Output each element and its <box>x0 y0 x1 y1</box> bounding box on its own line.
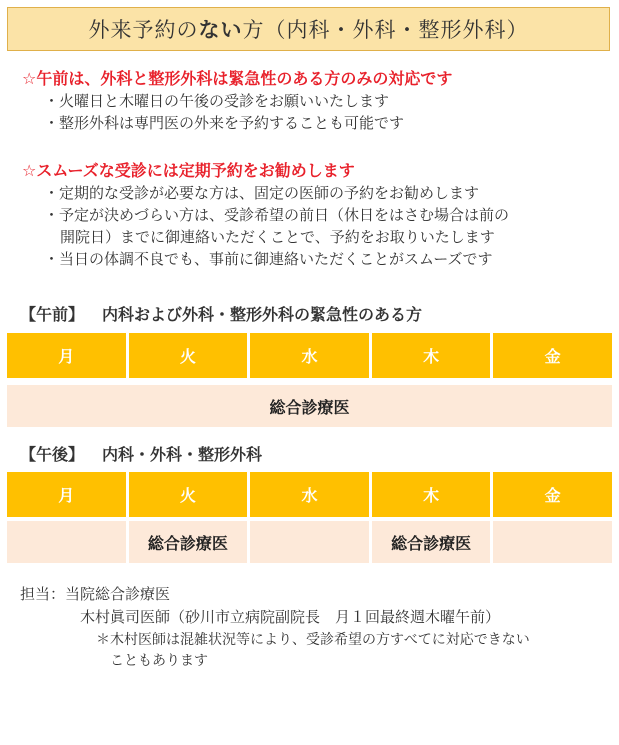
afternoon-cell-tue: 総合診療医 <box>129 521 248 563</box>
afternoon-desc: 内科・外科・整形外科 <box>102 445 263 464</box>
title-emphasis: ない <box>198 18 243 42</box>
afternoon-schedule-table <box>7 472 612 563</box>
afternoon-cell-mon <box>7 521 126 563</box>
afternoon-cell-thu: 総合診療医 <box>372 521 491 563</box>
morning-label <box>20 302 422 325</box>
appointment-recommend-section <box>22 160 617 270</box>
morning-notice-heading: ☆午前は、外科と整形外科は緊急性のある方のみの対応です <box>22 69 453 88</box>
afternoon-cell-wed <box>250 521 369 563</box>
title-suffix: 方（内科・外科・整形外科） <box>242 18 529 42</box>
afternoon-tag: 【午後】 <box>20 445 85 464</box>
day-header-fri: 金 <box>493 472 612 517</box>
morning-notice-section <box>22 68 617 134</box>
footer-staff-line: 担当：当院総合診療医 <box>20 585 171 603</box>
day-header-tue: 火 <box>129 333 248 378</box>
footer-doctor-line: 木村眞司医師（砂川市立病院副院長 月１回最終週木曜午前） <box>80 608 501 626</box>
day-header-thu: 木 <box>372 333 491 378</box>
afternoon-label <box>20 442 262 465</box>
morning-notice-bullet: ・整形外科は専門医の外来を予約することも可能です <box>44 114 405 132</box>
morning-schedule-table <box>7 333 612 427</box>
title-prefix: 外来予約の <box>88 18 199 42</box>
morning-desc: 内科および外科・整形外科の緊急性のある方 <box>102 305 423 324</box>
day-header-thu: 木 <box>372 472 491 517</box>
appointment-recommend-bullet: ・定期的な受診が必要な方は、固定の医師の予約をお勧めします <box>44 184 480 202</box>
morning-doctor-cell: 総合診療医 <box>7 385 612 427</box>
day-header-tue: 火 <box>129 472 248 517</box>
day-header-mon: 月 <box>7 472 126 517</box>
footer-note-line: ＊木村医師は混雑状況等により、受診希望の方すべてに対応できない <box>96 632 530 648</box>
appointment-recommend-bullet: 開院日）までに御連絡いただくことで、予約をお取りいたします <box>60 228 495 246</box>
appointment-recommend-heading: ☆スムーズな受診には定期予約をお勧めします <box>22 161 355 180</box>
morning-tag: 【午前】 <box>20 305 85 324</box>
appointment-recommend-bullet: ・当日の体調不良でも、事前に御連絡いただくことがスムーズです <box>44 250 493 268</box>
day-header-mon: 月 <box>7 333 126 378</box>
day-header-fri: 金 <box>493 333 612 378</box>
appointment-recommend-bullet: ・予定が決めづらい方は、受診希望の前日（休日をはさむ場合は前の <box>44 206 510 224</box>
page-title <box>7 7 610 51</box>
footer-note-line: こともあります <box>110 653 208 669</box>
morning-notice-bullet: ・火曜日と木曜日の午後の受診をお願いいたします <box>44 92 390 110</box>
afternoon-cell-fri <box>493 521 612 563</box>
day-header-wed: 水 <box>250 472 369 517</box>
day-header-wed: 水 <box>250 333 369 378</box>
